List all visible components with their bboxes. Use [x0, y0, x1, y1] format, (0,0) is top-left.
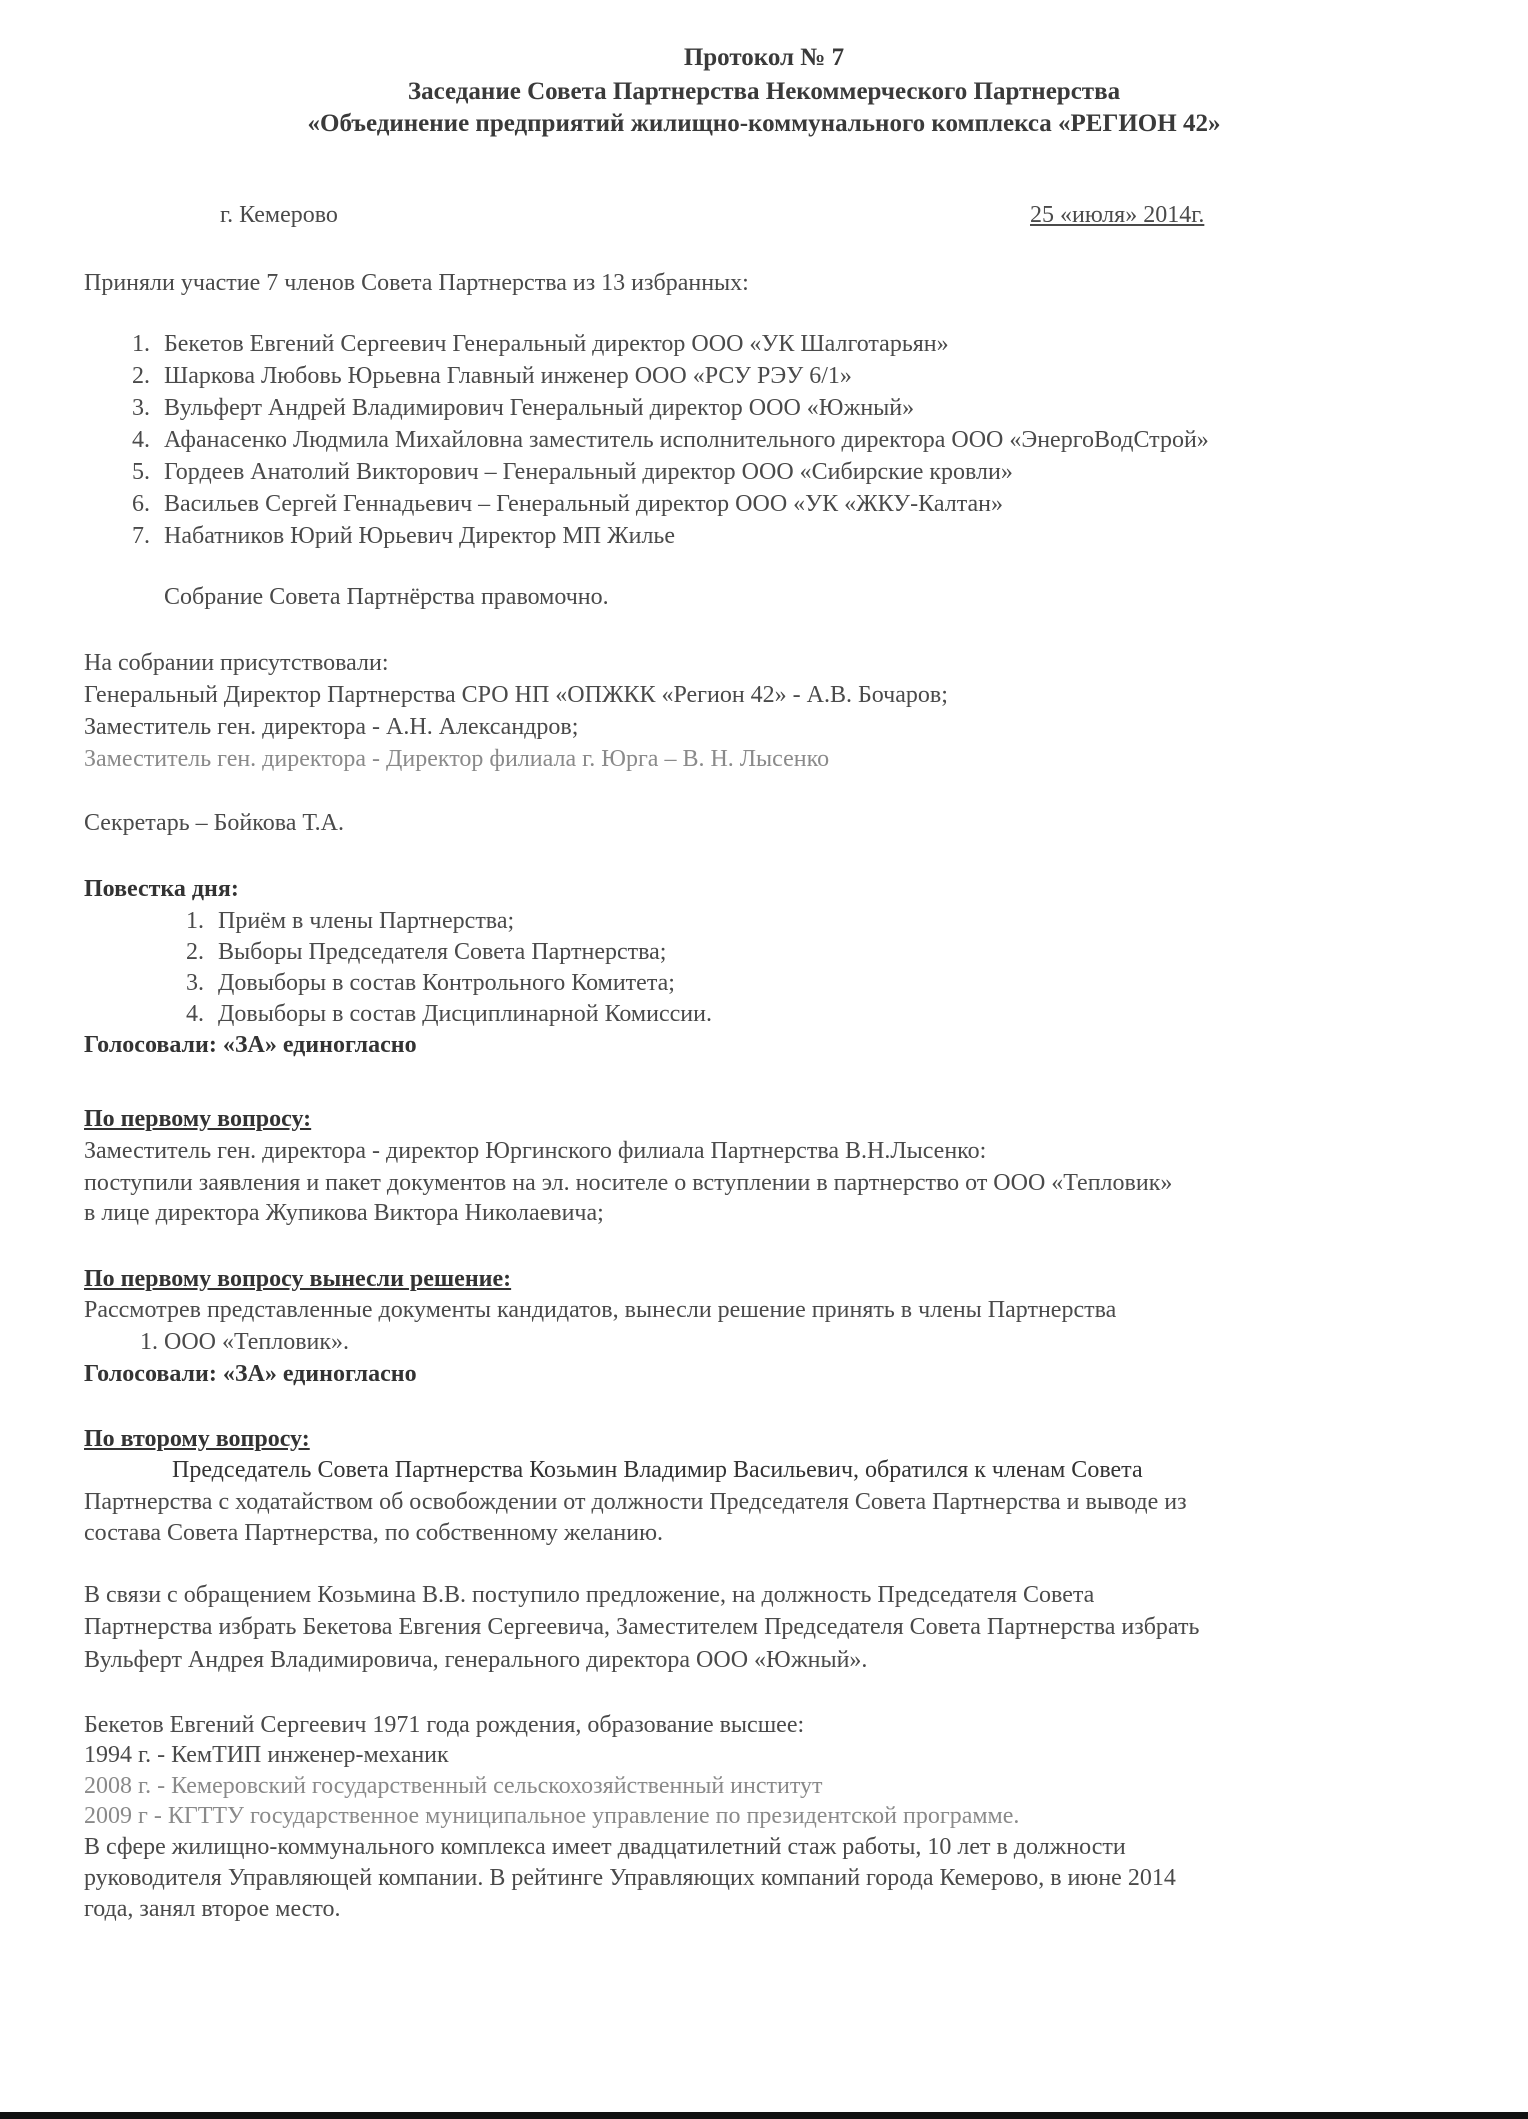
q2-line: Партнерства с ходатайством об освобождении от должности Председателя Совета Партнерства и выводе из: [84, 1489, 1187, 1515]
agenda-title: Повестка дня:: [84, 876, 239, 902]
list-item: 2. Шаркова Любовь Юрьевна Главный инженер ООО «РСУ РЭУ 6/1»: [132, 363, 852, 389]
attended-line: Генеральный Директор Партнерства СРО НП «ОПЖКК «Регион 42» - А.В. Бочаров;: [84, 682, 948, 708]
q1-decision-vote: Голосовали: «ЗА» единогласно: [84, 1361, 417, 1387]
bio-line: года, занял второе место.: [84, 1896, 341, 1922]
protocol-number: Протокол № 7: [683, 44, 845, 71]
bio-line: руководителя Управляющей компании. В рейтинге Управляющих компаний города Кемерово, в июне 2014: [84, 1865, 1176, 1891]
bio-line: В сфере жилищно-коммунального комплекса имеет двадцатилетний стаж работы, 10 лет в должности: [84, 1834, 1126, 1860]
list-item: 5. Гордеев Анатолий Викторович – Генеральный директор ООО «Сибирские кровли»: [132, 459, 1013, 485]
q1-line: в лице директора Жупикова Виктора Николаевича;: [84, 1200, 604, 1226]
list-item: 2. Выборы Председателя Совета Партнерства;: [186, 939, 667, 965]
bio-line: Бекетов Евгений Сергеевич 1971 года рождения, образование высшее:: [84, 1712, 805, 1738]
attended-title: На собрании присутствовали:: [84, 650, 389, 676]
q2-proposal-line: Партнерства избрать Бекетова Евгения Сергеевича, Заместителем Председателя Совета Партнерства избрать: [84, 1614, 1200, 1640]
participated-text: Приняли участие 7 членов Совета Партнерства из 13 избранных:: [84, 270, 749, 296]
q2-proposal-line: Вульферт Андрея Владимировича, генерального директора ООО «Южный».: [84, 1647, 868, 1673]
bio-line: 2009 г - КГТТУ государственное муниципальное управление по президентской программе.: [84, 1803, 1020, 1829]
place: г. Кемерово: [220, 202, 338, 228]
quorum-text: Собрание Совета Партнёрства правомочно.: [164, 584, 609, 610]
date: 25 «июля» 2014г.: [1030, 202, 1205, 228]
q1-decision-title: По первому вопросу вынесли решение:: [84, 1266, 512, 1292]
attended-line: Заместитель ген. директора - А.Н. Александров;: [84, 714, 579, 740]
list-item: 3. Довыборы в состав Контрольного Комитета;: [186, 970, 675, 996]
q2-line: Председатель Совета Партнерства Козьмин Владимир Васильевич, обратился к членам Совета: [172, 1457, 1143, 1483]
bio-line: 1994 г. - КемТИП инженер-механик: [84, 1742, 449, 1768]
meeting-title: Заседание Совета Партнерства Некоммерческого Партнерства: [407, 78, 1121, 105]
q1-decision-item: 1. ООО «Тепловик».: [140, 1329, 350, 1355]
q1-line: Заместитель ген. директора - директор Юргинского филиала Партнерства В.Н.Лысенко:: [84, 1138, 987, 1164]
bio-line: 2008 г. - Кемеровский государственный сельскохозяйственный институт: [84, 1773, 823, 1799]
list-item: 4. Довыборы в состав Дисциплинарной Комиссии.: [186, 1001, 712, 1027]
secretary: Секретарь – Бойкова Т.А.: [84, 810, 344, 836]
q1-decision-text: Рассмотрев представленные документы кандидатов, вынесли решение принять в члены Партнерства: [84, 1297, 1117, 1323]
q2-line: состава Совета Партнерства, по собственному желанию.: [84, 1520, 664, 1546]
list-item: 7. Набатников Юрий Юрьевич Директор МП Жилье: [132, 523, 676, 549]
list-item: 4. Афанасенко Людмила Михайловна заместитель исполнительного директора ООО «ЭнергоВодСтрой»: [132, 427, 1209, 453]
list-item: 1. Бекетов Евгений Сергеевич Генеральный директор ООО «УК Шалготарьян»: [132, 331, 949, 357]
list-item: 3. Вульферт Андрей Владимирович Генеральный директор ООО «Южный»: [132, 395, 915, 421]
scan-bottom-edge: [0, 2112, 1528, 2119]
list-item: 1. Приём в члены Партнерства;: [186, 908, 515, 934]
agenda-vote: Голосовали: «ЗА» единогласно: [84, 1032, 417, 1058]
q2-proposal-line: В связи с обращением Козьмина В.В. поступило предложение, на должность Председателя Совета: [84, 1582, 1095, 1608]
organization-title: «Объединение предприятий жилищно-коммунального комплекса «РЕГИОН 42»: [307, 110, 1221, 137]
q2-title: По второму вопросу:: [84, 1426, 310, 1452]
list-item: 6. Васильев Сергей Геннадьевич – Генеральный директор ООО «УК «ЖКУ-Калтан»: [132, 491, 1003, 517]
attended-line: Заместитель ген. директора - Директор филиала г. Юрга – В. Н. Лысенко: [84, 746, 830, 772]
q1-line: поступили заявления и пакет документов на эл. носителе о вступлении в партнерство от ООО «Тепловик»: [84, 1170, 1173, 1196]
q1-title: По первому вопросу:: [84, 1106, 312, 1132]
